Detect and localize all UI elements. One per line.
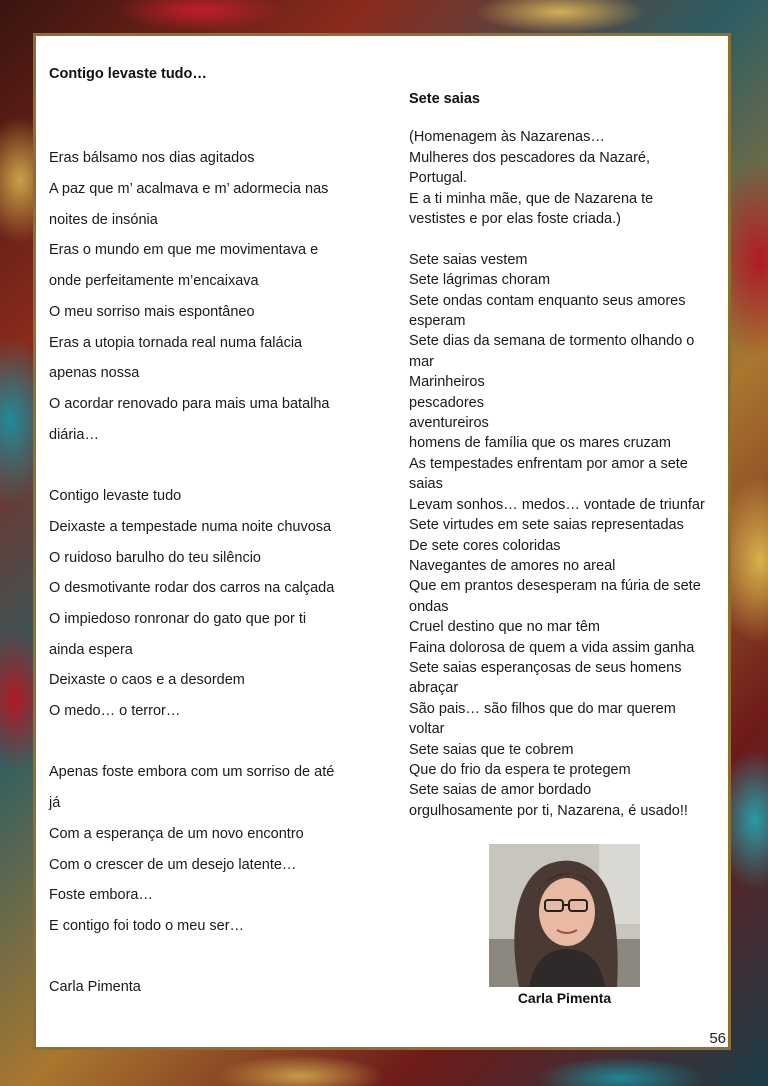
poem-line: Sete saias vestem xyxy=(409,251,528,268)
poem-line: diária… xyxy=(49,426,99,443)
poem-line: homens de família que os mares cruzam xyxy=(409,435,671,452)
poem-line: orgulhosamente por ti, Nazarena, é usado!! xyxy=(409,802,688,819)
poem-line: ondas xyxy=(409,598,449,615)
poem-line: Sete ondas contam enquanto seus amores xyxy=(409,292,686,309)
poem-line: Que do frio da espera te protegem xyxy=(409,761,631,778)
poem-line: Contigo levaste tudo xyxy=(49,488,182,505)
poem-left-body xyxy=(49,82,379,1003)
poem-line: apenas nossa xyxy=(49,365,140,382)
stanza-gap xyxy=(409,107,724,127)
poem-line: Com o crescer de um desejo latente… xyxy=(49,856,297,873)
poem-line: (Homenagem às Nazarenas… xyxy=(409,129,605,146)
poem-line: Que em prantos desesperam na fúria de sete xyxy=(409,578,701,595)
poem-line: O impiedoso ronronar do gato que por ti xyxy=(49,610,307,627)
poem-line: Sete virtudes em sete saias representadas xyxy=(409,517,684,534)
stanza-gap xyxy=(49,450,379,481)
poem-line: Sete saias de amor bordado xyxy=(409,782,592,799)
stanza-gap xyxy=(49,113,379,144)
poem-line: Eras bálsamo nos dias agitados xyxy=(49,150,255,167)
poem-line: E contigo foi todo o meu ser… xyxy=(49,917,245,934)
poem-line: aventureiros xyxy=(409,415,489,432)
poem-right-body xyxy=(409,107,724,821)
poem-line: As tempestades enfrentam por amor a sete xyxy=(409,455,688,472)
poem-line: Carla Pimenta xyxy=(49,979,141,996)
poem-line: Levam sonhos… medos… vontade de triunfar xyxy=(409,496,705,513)
page-frame xyxy=(33,33,731,1050)
photo-caption: Carla Pimenta xyxy=(517,990,612,1006)
poem-line: ainda espera xyxy=(49,641,133,658)
poem-line: noites de insónia xyxy=(49,211,158,228)
poem-line: pescadores xyxy=(409,394,484,411)
poem-line: O desmotivante rodar dos carros na calçada xyxy=(49,580,335,597)
poem-line: Foste embora… xyxy=(49,887,153,904)
poem-line: Apenas foste embora com um sorriso de até xyxy=(49,764,335,781)
poem-line: onde perfeitamente m’encaixava xyxy=(49,273,259,290)
page-number: 56 xyxy=(709,1030,726,1047)
poem-line: Sete lágrimas choram xyxy=(409,272,551,289)
poem-line: Marinheiros xyxy=(409,374,485,391)
poem-line: Com a esperança de um novo encontro xyxy=(49,825,304,842)
stanza-gap xyxy=(49,82,379,113)
poem-left-title: Contigo levaste tudo… xyxy=(49,66,207,82)
poem-line: Deixaste a tempestade numa noite chuvosa xyxy=(49,518,332,535)
poem-left xyxy=(49,66,379,1003)
poem-line: Cruel destino que no mar têm xyxy=(409,619,601,636)
author-photo xyxy=(489,844,640,987)
poem-line: Sete dias da semana de tormento olhando o xyxy=(409,333,695,350)
poem-line: Mulheres dos pescadores da Nazaré, xyxy=(409,149,650,166)
poem-line: Faina dolorosa de quem a vida assim ganha xyxy=(409,639,695,656)
stanza-gap xyxy=(49,727,379,758)
poem-line: Eras o mundo em que me movimentava e xyxy=(49,242,319,259)
poem-line: já xyxy=(49,795,61,812)
poem-line: O medo… o terror… xyxy=(49,703,181,720)
poem-line: São pais… são filhos que do mar querem xyxy=(409,700,676,717)
poem-line: O acordar renovado para mais uma batalha xyxy=(49,396,330,412)
stanza-gap xyxy=(409,229,724,249)
poem-line: Deixaste o caos e a desordem xyxy=(49,672,245,689)
poem-right xyxy=(409,91,724,821)
poem-line: Sete saias esperançosas de seus homens xyxy=(409,659,682,676)
poem-right-title: Sete saias xyxy=(409,91,480,107)
poem-line: saias xyxy=(409,476,443,493)
poem-line: O ruidoso barulho do teu silêncio xyxy=(49,549,261,566)
poem-line: vestistes e por elas foste criada.) xyxy=(409,211,621,228)
poem-line: abraçar xyxy=(409,680,459,697)
poem-line: O meu sorriso mais espontâneo xyxy=(49,303,255,320)
poem-line: voltar xyxy=(409,721,445,738)
poem-line: Eras a utopia tornada real numa falácia xyxy=(49,334,303,351)
poem-line: Navegantes de amores no areal xyxy=(409,557,616,574)
poem-line: Sete saias que te cobrem xyxy=(409,741,574,758)
stanza-gap xyxy=(49,942,379,973)
poem-line: Portugal. xyxy=(409,170,468,187)
poem-line: E a ti minha mãe, que de Nazarena te xyxy=(409,190,654,207)
poem-line: A paz que m’ acalmava e m’ adormecia nas xyxy=(49,181,329,198)
poem-line: esperam xyxy=(409,313,466,330)
poem-line: mar xyxy=(409,353,434,370)
poem-line: De sete cores coloridas xyxy=(409,537,561,554)
